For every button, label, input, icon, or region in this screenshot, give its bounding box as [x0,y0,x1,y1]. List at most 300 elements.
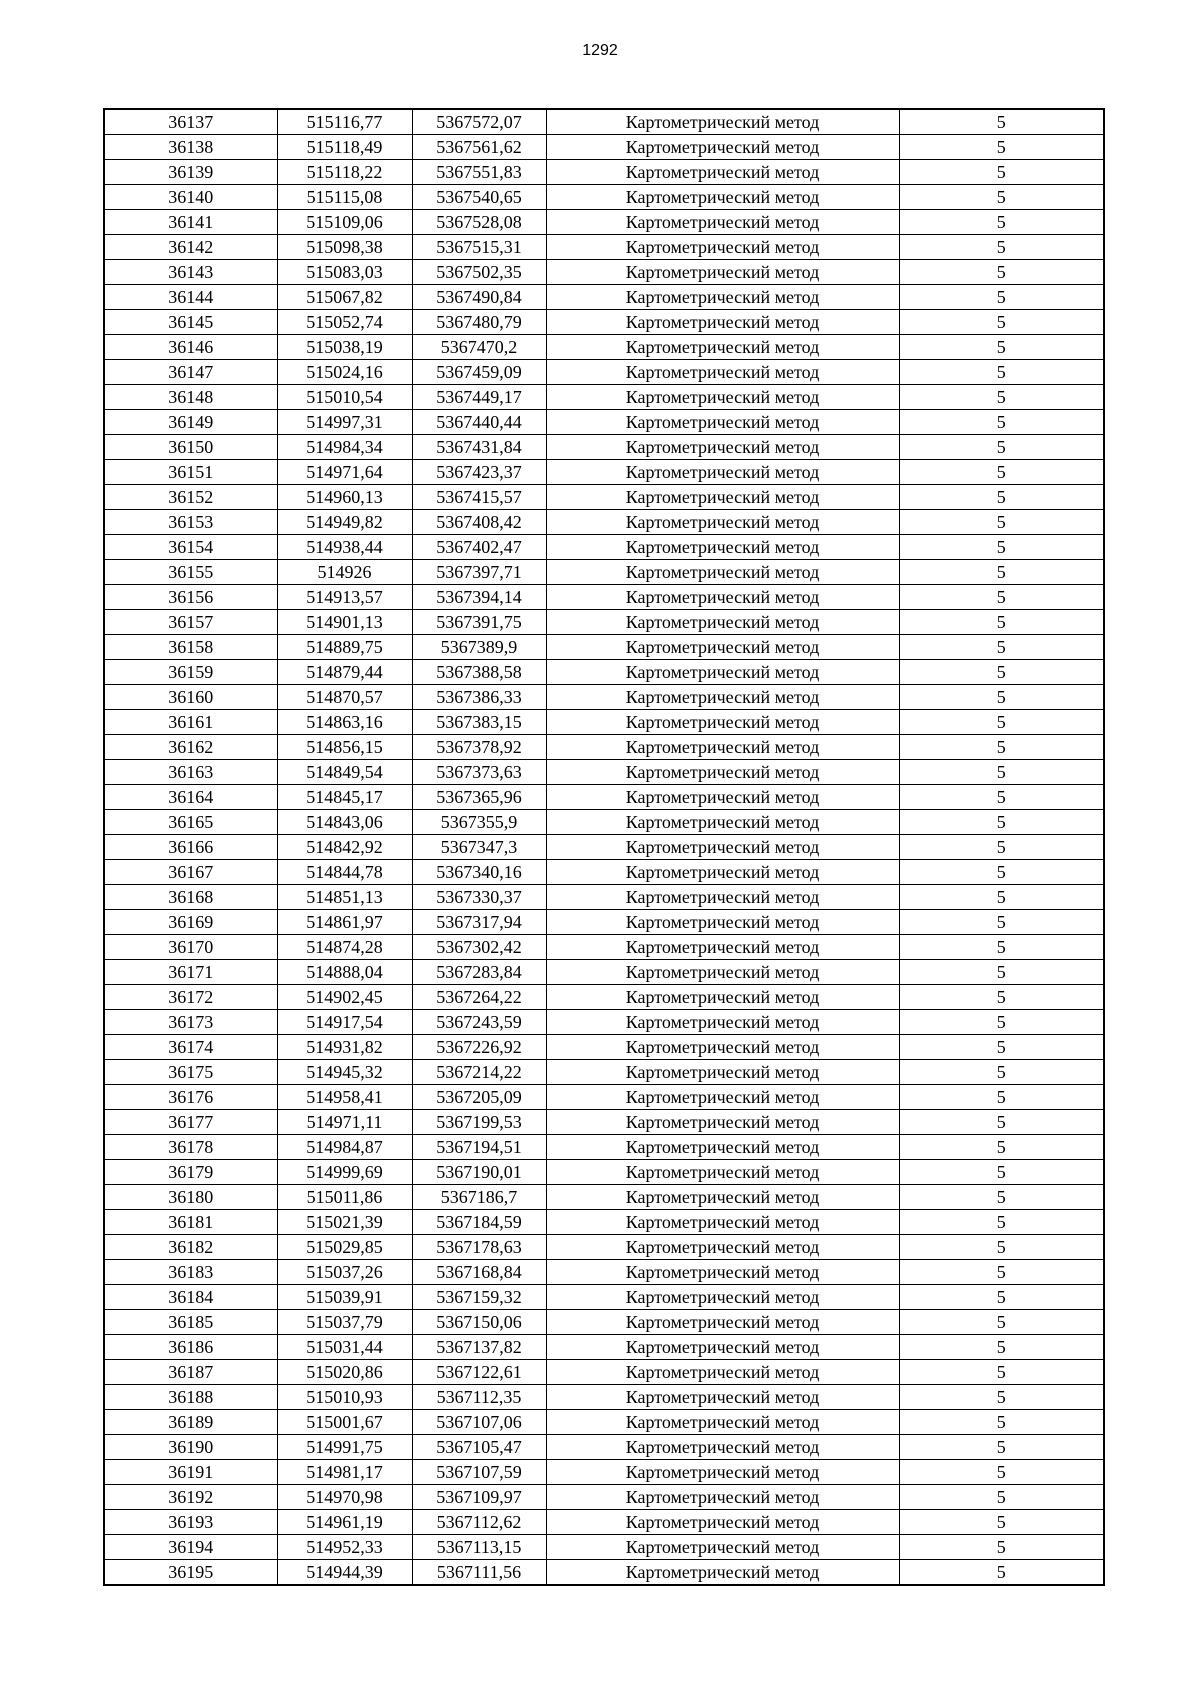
method-cell: Картометрический метод [546,135,899,160]
accuracy-cell: 5 [899,785,1104,810]
table-row [104,685,1104,710]
y-coordinate-cell: 5367112,35 [412,1385,546,1410]
method-cell: Картометрический метод [546,285,899,310]
y-coordinate-cell: 5367111,56 [412,1560,546,1586]
method-cell: Картометрический метод [546,1060,899,1085]
accuracy-cell: 5 [899,635,1104,660]
table-row [104,1085,1104,1110]
x-coordinate-cell: 515020,86 [277,1360,412,1385]
method-cell: Картометрический метод [546,1135,899,1160]
table-row [104,1460,1104,1485]
x-coordinate-cell: 514931,82 [277,1035,412,1060]
accuracy-cell: 5 [899,1535,1104,1560]
point-number-cell: 36161 [104,710,277,735]
accuracy-cell: 5 [899,310,1104,335]
accuracy-cell: 5 [899,585,1104,610]
x-coordinate-cell: 514961,19 [277,1510,412,1535]
y-coordinate-cell: 5367199,53 [412,1110,546,1135]
accuracy-cell: 5 [899,1410,1104,1435]
accuracy-cell: 5 [899,735,1104,760]
point-number-cell: 36139 [104,160,277,185]
table-row [104,385,1104,410]
point-number-cell: 36165 [104,810,277,835]
x-coordinate-cell: 515039,91 [277,1285,412,1310]
point-number-cell: 36149 [104,410,277,435]
x-coordinate-cell: 515118,49 [277,135,412,160]
accuracy-cell: 5 [899,1435,1104,1460]
x-coordinate-cell: 515037,26 [277,1260,412,1285]
table-row [104,435,1104,460]
point-number-cell: 36190 [104,1435,277,1460]
accuracy-cell: 5 [899,985,1104,1010]
y-coordinate-cell: 5367122,61 [412,1360,546,1385]
point-number-cell: 36183 [104,1260,277,1285]
accuracy-cell: 5 [899,385,1104,410]
table-row [104,1035,1104,1060]
accuracy-cell: 5 [899,935,1104,960]
method-cell: Картометрический метод [546,310,899,335]
method-cell: Картометрический метод [546,1410,899,1435]
accuracy-cell: 5 [899,1185,1104,1210]
y-coordinate-cell: 5367355,9 [412,810,546,835]
method-cell: Картометрический метод [546,1335,899,1360]
accuracy-cell: 5 [899,685,1104,710]
method-cell: Картометрический метод [546,910,899,935]
table-row [104,310,1104,335]
accuracy-cell: 5 [899,1310,1104,1335]
y-coordinate-cell: 5367470,2 [412,335,546,360]
y-coordinate-cell: 5367449,17 [412,385,546,410]
y-coordinate-cell: 5367105,47 [412,1435,546,1460]
y-coordinate-cell: 5367137,82 [412,1335,546,1360]
table-row [104,1285,1104,1310]
y-coordinate-cell: 5367515,31 [412,235,546,260]
method-cell: Картометрический метод [546,1185,899,1210]
point-number-cell: 36186 [104,1335,277,1360]
method-cell: Картометрический метод [546,760,899,785]
accuracy-cell: 5 [899,1285,1104,1310]
y-coordinate-cell: 5367107,06 [412,1410,546,1435]
accuracy-cell: 5 [899,560,1104,585]
method-cell: Картометрический метод [546,860,899,885]
accuracy-cell: 5 [899,1060,1104,1085]
point-number-cell: 36157 [104,610,277,635]
point-number-cell: 36176 [104,1085,277,1110]
x-coordinate-cell: 514845,17 [277,785,412,810]
method-cell: Картометрический метод [546,260,899,285]
table-row [104,135,1104,160]
x-coordinate-cell: 515115,08 [277,185,412,210]
point-number-cell: 36166 [104,835,277,860]
point-number-cell: 36152 [104,485,277,510]
x-coordinate-cell: 515067,82 [277,285,412,310]
y-coordinate-cell: 5367107,59 [412,1460,546,1485]
y-coordinate-cell: 5367490,84 [412,285,546,310]
accuracy-cell: 5 [899,135,1104,160]
method-cell: Картометрический метод [546,335,899,360]
y-coordinate-cell: 5367528,08 [412,210,546,235]
accuracy-cell: 5 [899,960,1104,985]
method-cell: Картометрический метод [546,1435,899,1460]
table-row [104,1360,1104,1385]
accuracy-cell: 5 [899,1360,1104,1385]
method-cell: Картометрический метод [546,685,899,710]
y-coordinate-cell: 5367440,44 [412,410,546,435]
point-number-cell: 36191 [104,1460,277,1485]
method-cell: Картометрический метод [546,410,899,435]
table-row [104,1410,1104,1435]
method-cell: Картометрический метод [546,235,899,260]
method-cell: Картометрический метод [546,935,899,960]
method-cell: Картометрический метод [546,109,899,135]
x-coordinate-cell: 514870,57 [277,685,412,710]
method-cell: Картометрический метод [546,1210,899,1235]
accuracy-cell: 5 [899,610,1104,635]
x-coordinate-cell: 515024,16 [277,360,412,385]
x-coordinate-cell: 515001,67 [277,1410,412,1435]
y-coordinate-cell: 5367415,57 [412,485,546,510]
y-coordinate-cell: 5367159,32 [412,1285,546,1310]
point-number-cell: 36144 [104,285,277,310]
page-number: 1292 [582,42,618,59]
x-coordinate-cell: 514971,64 [277,460,412,485]
accuracy-cell: 5 [899,1260,1104,1285]
table-row [104,1485,1104,1510]
method-cell: Картометрический метод [546,960,899,985]
y-coordinate-cell: 5367394,14 [412,585,546,610]
accuracy-cell: 5 [899,860,1104,885]
y-coordinate-cell: 5367264,22 [412,985,546,1010]
coordinates-table [103,108,1105,1586]
y-coordinate-cell: 5367109,97 [412,1485,546,1510]
accuracy-cell: 5 [899,260,1104,285]
method-cell: Картометрический метод [546,835,899,860]
accuracy-cell: 5 [899,510,1104,535]
method-cell: Картометрический метод [546,610,899,635]
table-row [104,910,1104,935]
table-row [104,1210,1104,1235]
point-number-cell: 36153 [104,510,277,535]
table-row [104,210,1104,235]
point-number-cell: 36175 [104,1060,277,1085]
point-number-cell: 36170 [104,935,277,960]
x-coordinate-cell: 514874,28 [277,935,412,960]
y-coordinate-cell: 5367365,96 [412,785,546,810]
point-number-cell: 36164 [104,785,277,810]
accuracy-cell: 5 [899,1235,1104,1260]
method-cell: Картометрический метод [546,1260,899,1285]
table-row [104,810,1104,835]
table-row [104,1135,1104,1160]
accuracy-cell: 5 [899,1385,1104,1410]
y-coordinate-cell: 5367561,62 [412,135,546,160]
table-row [104,235,1104,260]
accuracy-cell: 5 [899,335,1104,360]
table-row [104,160,1104,185]
accuracy-cell: 5 [899,885,1104,910]
accuracy-cell: 5 [899,1035,1104,1060]
method-cell: Картометрический метод [546,735,899,760]
table-row [104,1560,1104,1586]
table-row [104,835,1104,860]
y-coordinate-cell: 5367540,65 [412,185,546,210]
method-cell: Картометрический метод [546,1385,899,1410]
y-coordinate-cell: 5367226,92 [412,1035,546,1060]
x-coordinate-cell: 514945,32 [277,1060,412,1085]
method-cell: Картометрический метод [546,1035,899,1060]
table-row [104,1260,1104,1285]
table-row [104,935,1104,960]
y-coordinate-cell: 5367283,84 [412,960,546,985]
method-cell: Картометрический метод [546,510,899,535]
y-coordinate-cell: 5367243,59 [412,1010,546,1035]
point-number-cell: 36188 [104,1385,277,1410]
method-cell: Картометрический метод [546,1010,899,1035]
table-row [104,1060,1104,1085]
y-coordinate-cell: 5367302,42 [412,935,546,960]
method-cell: Картометрический метод [546,1485,899,1510]
accuracy-cell: 5 [899,1160,1104,1185]
accuracy-cell: 5 [899,835,1104,860]
point-number-cell: 36146 [104,335,277,360]
table-row [104,285,1104,310]
table-row [104,610,1104,635]
y-coordinate-cell: 5367205,09 [412,1085,546,1110]
table-row [104,1235,1104,1260]
method-cell: Картометрический метод [546,1085,899,1110]
y-coordinate-cell: 5367389,9 [412,635,546,660]
accuracy-cell: 5 [899,1010,1104,1035]
point-number-cell: 36156 [104,585,277,610]
table-row [104,1185,1104,1210]
accuracy-cell: 5 [899,1110,1104,1135]
point-number-cell: 36169 [104,910,277,935]
accuracy-cell: 5 [899,1210,1104,1235]
table-row [104,510,1104,535]
y-coordinate-cell: 5367113,15 [412,1535,546,1560]
table-row [104,1110,1104,1135]
accuracy-cell: 5 [899,1510,1104,1535]
x-coordinate-cell: 514949,82 [277,510,412,535]
method-cell: Картометрический метод [546,635,899,660]
x-coordinate-cell: 514889,75 [277,635,412,660]
x-coordinate-cell: 514888,04 [277,960,412,985]
table-row [104,710,1104,735]
point-number-cell: 36143 [104,260,277,285]
table-row [104,860,1104,885]
point-number-cell: 36195 [104,1560,277,1586]
point-number-cell: 36173 [104,1010,277,1035]
accuracy-cell: 5 [899,460,1104,485]
method-cell: Картометрический метод [546,1310,899,1335]
x-coordinate-cell: 515116,77 [277,109,412,135]
table-row [104,735,1104,760]
table-row [104,785,1104,810]
method-cell: Картометрический метод [546,485,899,510]
y-coordinate-cell: 5367168,84 [412,1260,546,1285]
point-number-cell: 36138 [104,135,277,160]
x-coordinate-cell: 515083,03 [277,260,412,285]
table-row [104,185,1104,210]
x-coordinate-cell: 515010,54 [277,385,412,410]
x-coordinate-cell: 514938,44 [277,535,412,560]
table-row [104,1310,1104,1335]
accuracy-cell: 5 [899,485,1104,510]
x-coordinate-cell: 514851,13 [277,885,412,910]
table-row [104,109,1104,135]
x-coordinate-cell: 515098,38 [277,235,412,260]
table-row [104,635,1104,660]
y-coordinate-cell: 5367190,01 [412,1160,546,1185]
point-number-cell: 36140 [104,185,277,210]
x-coordinate-cell: 515037,79 [277,1310,412,1335]
accuracy-cell: 5 [899,285,1104,310]
table-row [104,1385,1104,1410]
point-number-cell: 36181 [104,1210,277,1235]
y-coordinate-cell: 5367186,7 [412,1185,546,1210]
x-coordinate-cell: 514926 [277,560,412,585]
method-cell: Картометрический метод [546,535,899,560]
x-coordinate-cell: 514863,16 [277,710,412,735]
point-number-cell: 36180 [104,1185,277,1210]
accuracy-cell: 5 [899,410,1104,435]
method-cell: Картометрический метод [546,1235,899,1260]
table-row [104,485,1104,510]
table-row [104,410,1104,435]
point-number-cell: 36150 [104,435,277,460]
table-row [104,585,1104,610]
method-cell: Картометрический метод [546,585,899,610]
method-cell: Картометрический метод [546,1560,899,1586]
y-coordinate-cell: 5367330,37 [412,885,546,910]
table-row [104,885,1104,910]
y-coordinate-cell: 5367373,63 [412,760,546,785]
x-coordinate-cell: 514843,06 [277,810,412,835]
method-cell: Картометрический метод [546,1510,899,1535]
x-coordinate-cell: 514844,78 [277,860,412,885]
method-cell: Картометрический метод [546,660,899,685]
x-coordinate-cell: 514958,41 [277,1085,412,1110]
accuracy-cell: 5 [899,810,1104,835]
point-number-cell: 36155 [104,560,277,585]
y-coordinate-cell: 5367378,92 [412,735,546,760]
point-number-cell: 36168 [104,885,277,910]
y-coordinate-cell: 5367386,33 [412,685,546,710]
x-coordinate-cell: 514971,11 [277,1110,412,1135]
accuracy-cell: 5 [899,109,1104,135]
accuracy-cell: 5 [899,1135,1104,1160]
accuracy-cell: 5 [899,1460,1104,1485]
point-number-cell: 36192 [104,1485,277,1510]
method-cell: Картометрический метод [546,1360,899,1385]
x-coordinate-cell: 515011,86 [277,1185,412,1210]
table-row [104,1335,1104,1360]
table-row [104,1160,1104,1185]
y-coordinate-cell: 5367502,35 [412,260,546,285]
point-number-cell: 36182 [104,1235,277,1260]
accuracy-cell: 5 [899,535,1104,560]
accuracy-cell: 5 [899,1085,1104,1110]
y-coordinate-cell: 5367431,84 [412,435,546,460]
table-row [104,1535,1104,1560]
y-coordinate-cell: 5367214,22 [412,1060,546,1085]
table-row [104,535,1104,560]
point-number-cell: 36142 [104,235,277,260]
point-number-cell: 36184 [104,1285,277,1310]
x-coordinate-cell: 514952,33 [277,1535,412,1560]
y-coordinate-cell: 5367317,94 [412,910,546,935]
table-row [104,335,1104,360]
x-coordinate-cell: 515052,74 [277,310,412,335]
accuracy-cell: 5 [899,910,1104,935]
y-coordinate-cell: 5367397,71 [412,560,546,585]
point-number-cell: 36137 [104,109,277,135]
accuracy-cell: 5 [899,760,1104,785]
y-coordinate-cell: 5367572,07 [412,109,546,135]
point-number-cell: 36145 [104,310,277,335]
x-coordinate-cell: 514861,97 [277,910,412,935]
accuracy-cell: 5 [899,435,1104,460]
y-coordinate-cell: 5367194,51 [412,1135,546,1160]
point-number-cell: 36179 [104,1160,277,1185]
x-coordinate-cell: 514997,31 [277,410,412,435]
x-coordinate-cell: 514970,98 [277,1485,412,1510]
y-coordinate-cell: 5367150,06 [412,1310,546,1335]
method-cell: Картометрический метод [546,160,899,185]
method-cell: Картометрический метод [546,1535,899,1560]
y-coordinate-cell: 5367388,58 [412,660,546,685]
method-cell: Картометрический метод [546,210,899,235]
accuracy-cell: 5 [899,235,1104,260]
accuracy-cell: 5 [899,1560,1104,1586]
y-coordinate-cell: 5367551,83 [412,160,546,185]
x-coordinate-cell: 514901,13 [277,610,412,635]
accuracy-cell: 5 [899,710,1104,735]
y-coordinate-cell: 5367347,3 [412,835,546,860]
y-coordinate-cell: 5367391,75 [412,610,546,635]
method-cell: Картометрический метод [546,810,899,835]
accuracy-cell: 5 [899,185,1104,210]
accuracy-cell: 5 [899,210,1104,235]
method-cell: Картометрический метод [546,1110,899,1135]
x-coordinate-cell: 514981,17 [277,1460,412,1485]
accuracy-cell: 5 [899,1335,1104,1360]
point-number-cell: 36154 [104,535,277,560]
x-coordinate-cell: 514913,57 [277,585,412,610]
y-coordinate-cell: 5367480,79 [412,310,546,335]
table-row [104,1010,1104,1035]
point-number-cell: 36160 [104,685,277,710]
method-cell: Картометрический метод [546,560,899,585]
x-coordinate-cell: 515109,06 [277,210,412,235]
x-coordinate-cell: 515031,44 [277,1335,412,1360]
point-number-cell: 36159 [104,660,277,685]
method-cell: Картометрический метод [546,985,899,1010]
accuracy-cell: 5 [899,1485,1104,1510]
y-coordinate-cell: 5367178,63 [412,1235,546,1260]
table-row [104,660,1104,685]
method-cell: Картометрический метод [546,435,899,460]
point-number-cell: 36174 [104,1035,277,1060]
method-cell: Картометрический метод [546,185,899,210]
x-coordinate-cell: 514902,45 [277,985,412,1010]
x-coordinate-cell: 515021,39 [277,1210,412,1235]
x-coordinate-cell: 514984,34 [277,435,412,460]
table-row [104,1510,1104,1535]
x-coordinate-cell: 514879,44 [277,660,412,685]
x-coordinate-cell: 514999,69 [277,1160,412,1185]
y-coordinate-cell: 5367408,42 [412,510,546,535]
